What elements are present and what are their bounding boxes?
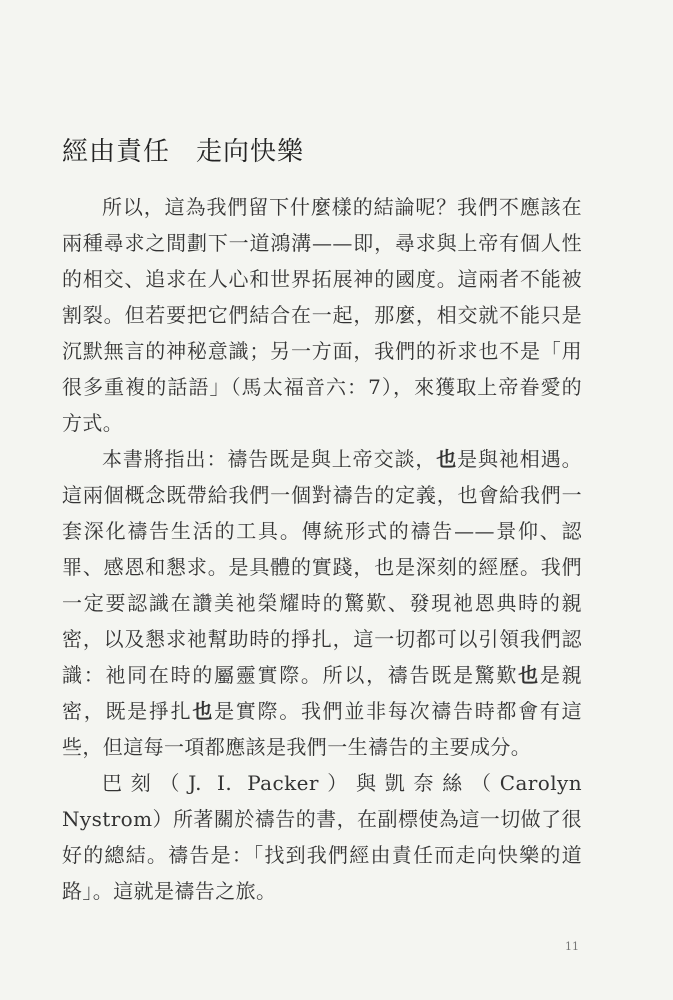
heading-part-1: 經由責任 <box>62 137 171 167</box>
paragraph-2 <box>62 441 582 765</box>
page-number: 11 <box>565 940 579 953</box>
paragraph-3: 巴刻（J. I. Packer）與凱奈絲（Carolyn Nystrom）所著關於禱告的書，在副標使為這一切做了很好的總結。禱告是：「找到我們經由責任而走向快樂的道路」。這就是禱告之旅。 <box>62 771 582 903</box>
p2-segment: 是實際。我們並非每次禱告時都會有這些，但這每一項都應該是我們一生禱告的主要成分。 <box>62 699 582 759</box>
p2-segment: 是親密，既是掙扎 <box>62 663 582 723</box>
body-text <box>62 189 582 909</box>
emphasis-ye: 也 <box>518 663 540 687</box>
emphasis-ye: 也 <box>192 699 215 723</box>
paragraph-1: 所以，這為我們留下什麼樣的結論呢？我們不應該在兩種尋求之間劃下一道鴻溝——即，尋求與上帝有個人性的相交、追求在人心和世界拓展神的國度。這兩者不能被割裂。但若要把它們結合在一起，那麼，相交就不能只是沉默無言的神秘意識；另一方面，我們的祈求也不是「用很多重複的話語」（馬太福音六：7），來獲取上帝眷愛的方式。 <box>62 195 582 435</box>
section-heading <box>62 131 304 168</box>
heading-part-2: 走向快樂 <box>196 137 305 167</box>
emphasis-ye: 也 <box>436 447 458 471</box>
p2-segment: 本書將指出：禱告既是與上帝交談， <box>102 447 437 471</box>
p2-segment: 是與祂相遇。這兩個概念既帶給我們一個對禱告的定義，也會給我們一套深化禱告生活的工具。傳統形式的禱告——景仰、認罪、感恩和懇求。是具體的實踐，也是深刻的經歷。我們一定要認識在讚美祂榮耀時的驚歎、發現祂恩典時的親密，以及懇求祂幫助時的掙扎，這一切都可以引領我們認識：祂同在時的屬靈實際。所以，禱告既是驚歎 <box>62 447 582 687</box>
